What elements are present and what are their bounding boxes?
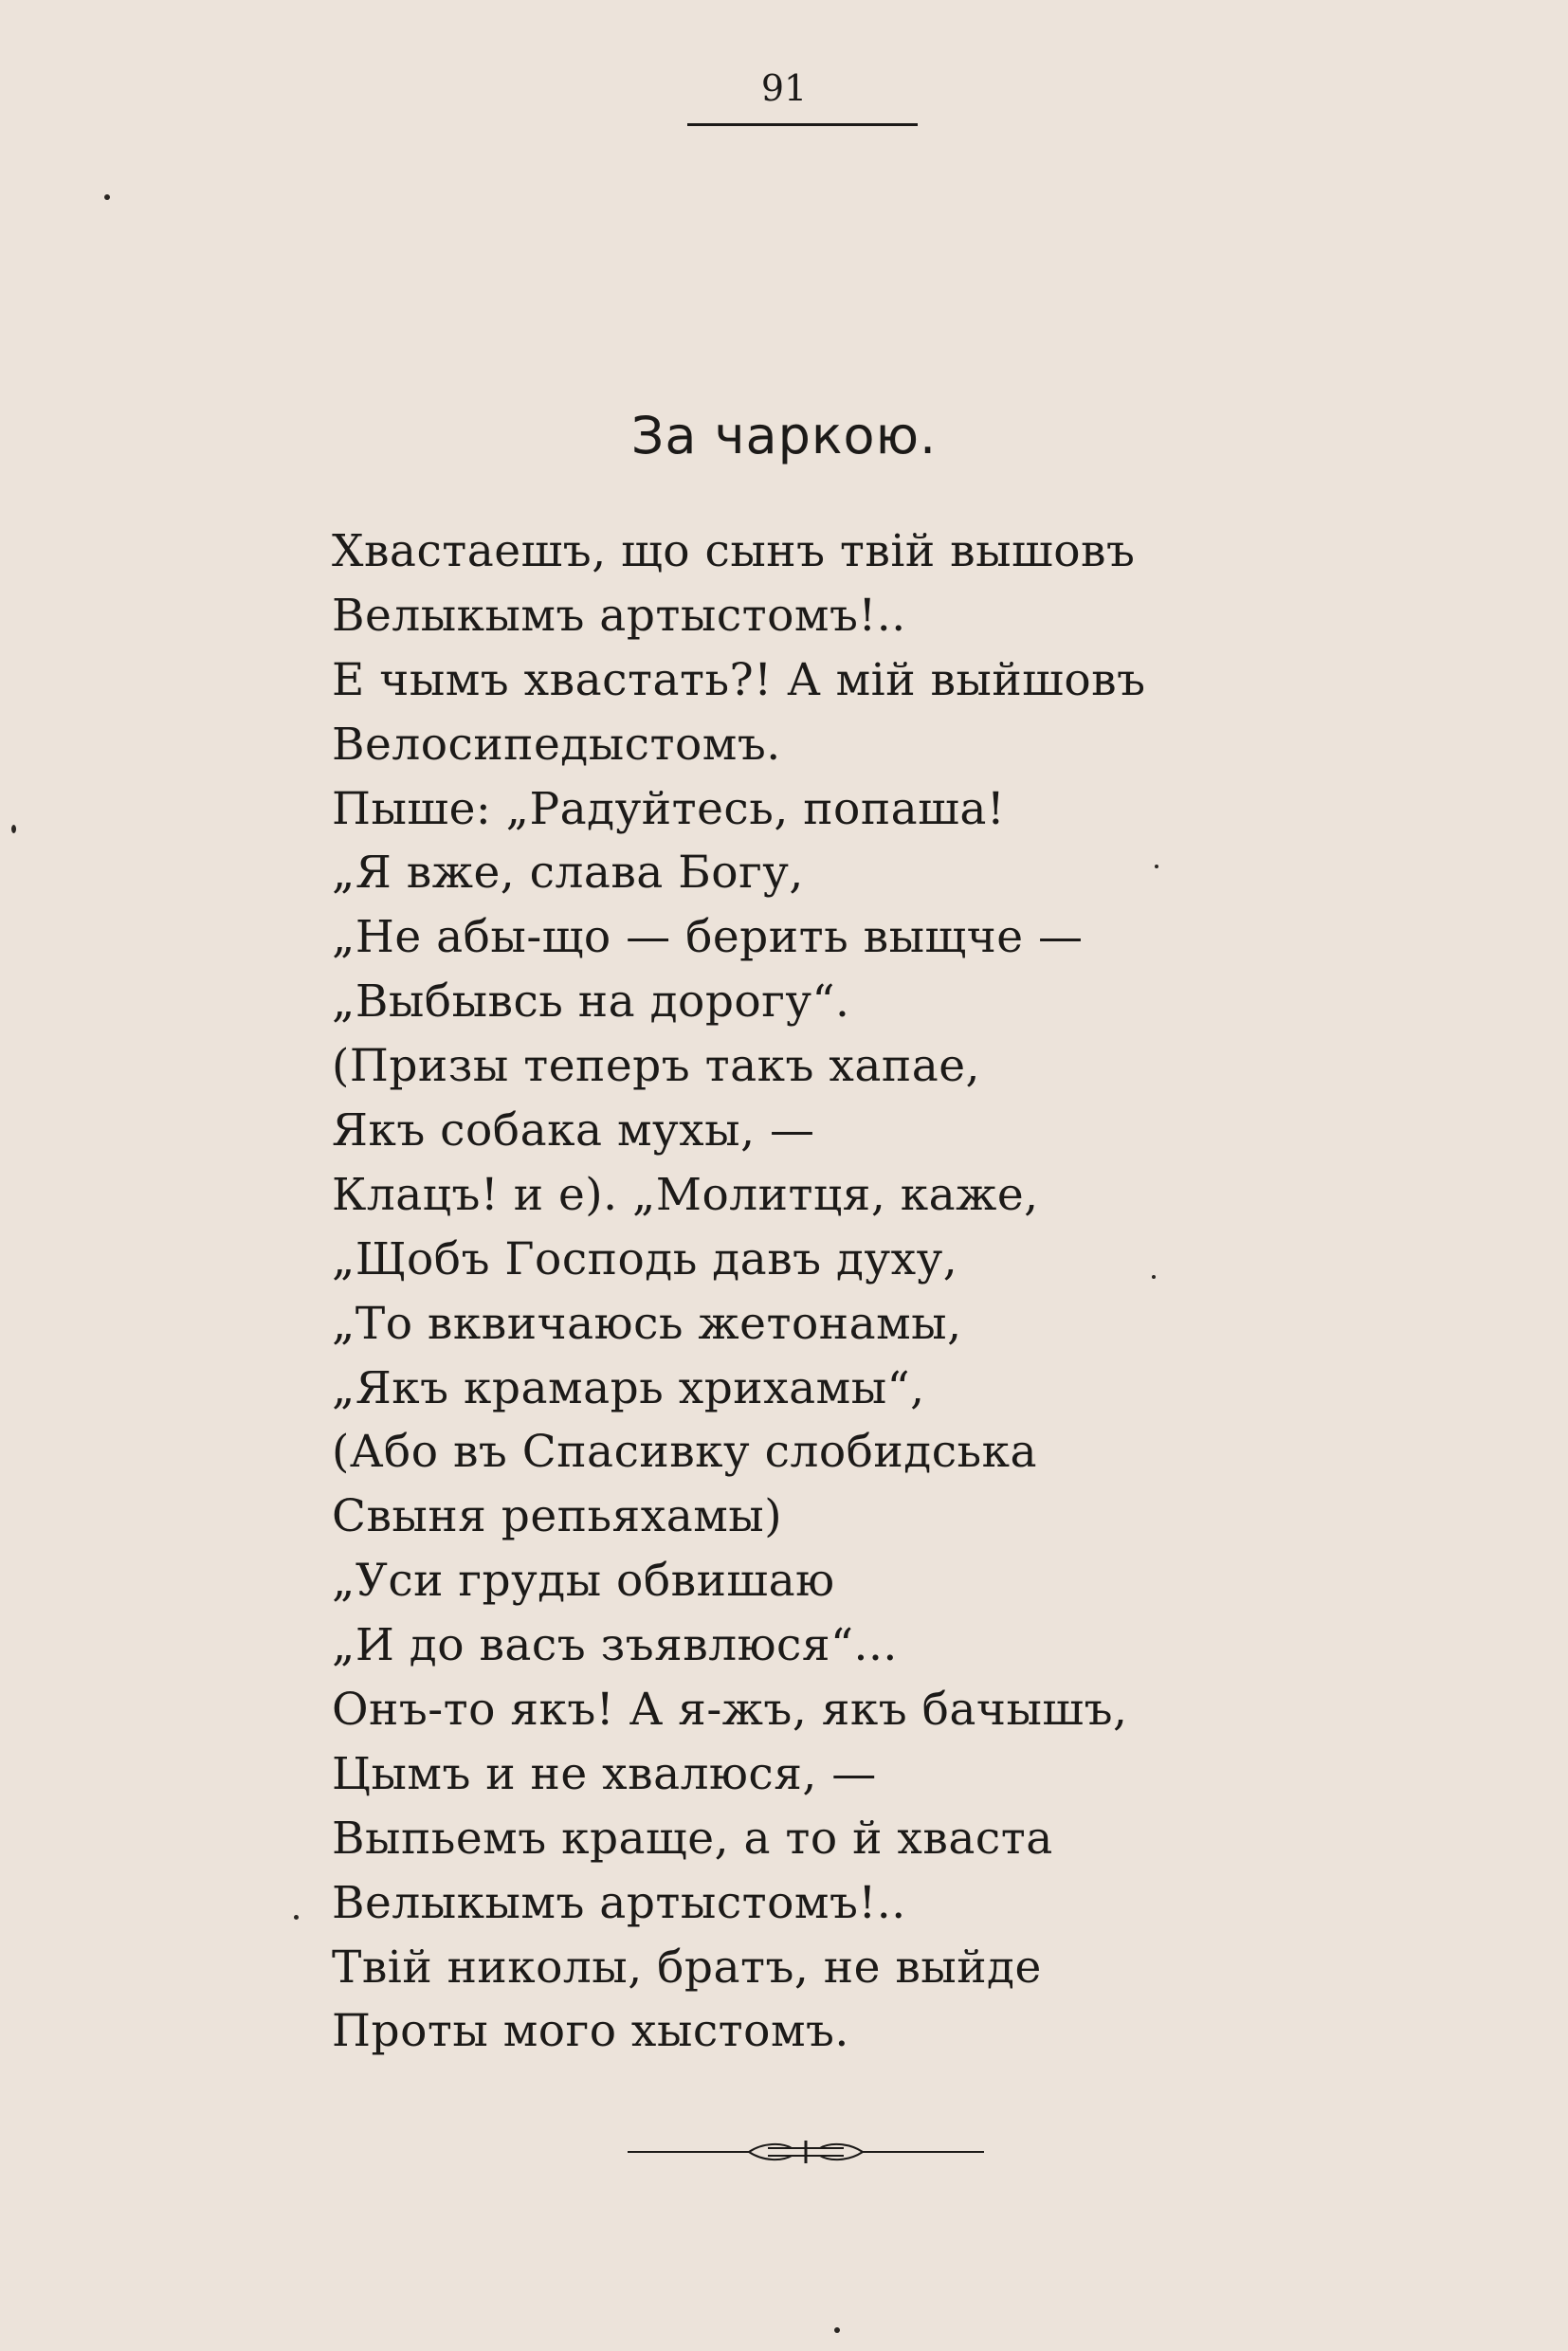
paper-speck bbox=[104, 194, 110, 200]
poem-line: Свыня репьяхамы) bbox=[332, 1490, 783, 1543]
ornament-divider bbox=[626, 2135, 986, 2169]
poem-line: Пыше: „Радуйтесь, попаша! bbox=[332, 782, 1006, 835]
poem-line: Хвастаешъ, що сынъ твій вышовъ bbox=[332, 525, 1136, 577]
paper-speck bbox=[294, 1915, 299, 1920]
poem-line: Велыкымъ артыстомъ!.. bbox=[332, 589, 906, 642]
poem-line: Якъ собака мухы, — bbox=[332, 1104, 815, 1157]
poem-line: „Уси груды обвишаю bbox=[332, 1555, 835, 1608]
poem-line: Е чымъ хвастать?! А мій выйшовъ bbox=[332, 653, 1146, 706]
poem-line: Твій николы, братъ, не выйде bbox=[332, 1941, 1042, 1994]
poem-line: „Не абы-що — берить выщче — bbox=[332, 911, 1084, 964]
poem-line: Клацъ! и е). „Молитця, каже, bbox=[332, 1168, 1039, 1221]
paper-speck bbox=[834, 2327, 840, 2333]
paper-speck bbox=[1152, 1275, 1156, 1279]
poem-line: Проты мого хыстомъ. bbox=[332, 2005, 849, 2058]
paper-speck bbox=[11, 825, 16, 833]
poem-line: (Призы теперъ такъ хапае, bbox=[332, 1040, 980, 1093]
poem-body bbox=[332, 519, 1280, 2064]
poem-line: „Выбывсь на дорогу“. bbox=[332, 975, 850, 1029]
poem-line: „И до васъ зъявлюся“... bbox=[332, 1619, 898, 1672]
poem-line: „Я вже, слава Богу, bbox=[332, 847, 804, 900]
paper-speck bbox=[1155, 865, 1158, 868]
poem-line: Выпьемъ краще, а то й хваста bbox=[332, 1812, 1053, 1865]
poem-line: „Щобъ Господь давъ духу, bbox=[332, 1232, 958, 1285]
poem-line: „Якъ крамарь хрихамы“, bbox=[332, 1361, 925, 1414]
page-number-rule bbox=[687, 123, 918, 126]
poem-line: Велыкымъ артыстомъ!.. bbox=[332, 1876, 906, 1929]
poem-title: За чаркою. bbox=[630, 406, 938, 465]
poem-line: (Або въ Спасивку слобидська bbox=[332, 1426, 1037, 1479]
poem-line: „То вквичаюсь жетонамы, bbox=[332, 1297, 962, 1350]
poem-line: Велосипедыстомъ. bbox=[332, 718, 781, 771]
poem-line: Цымъ и не хвалюся, — bbox=[332, 1747, 877, 1800]
poem-line: Онъ-то якъ! А я-жъ, якъ бачышъ, bbox=[332, 1684, 1128, 1737]
page-number: 91 bbox=[760, 67, 808, 109]
